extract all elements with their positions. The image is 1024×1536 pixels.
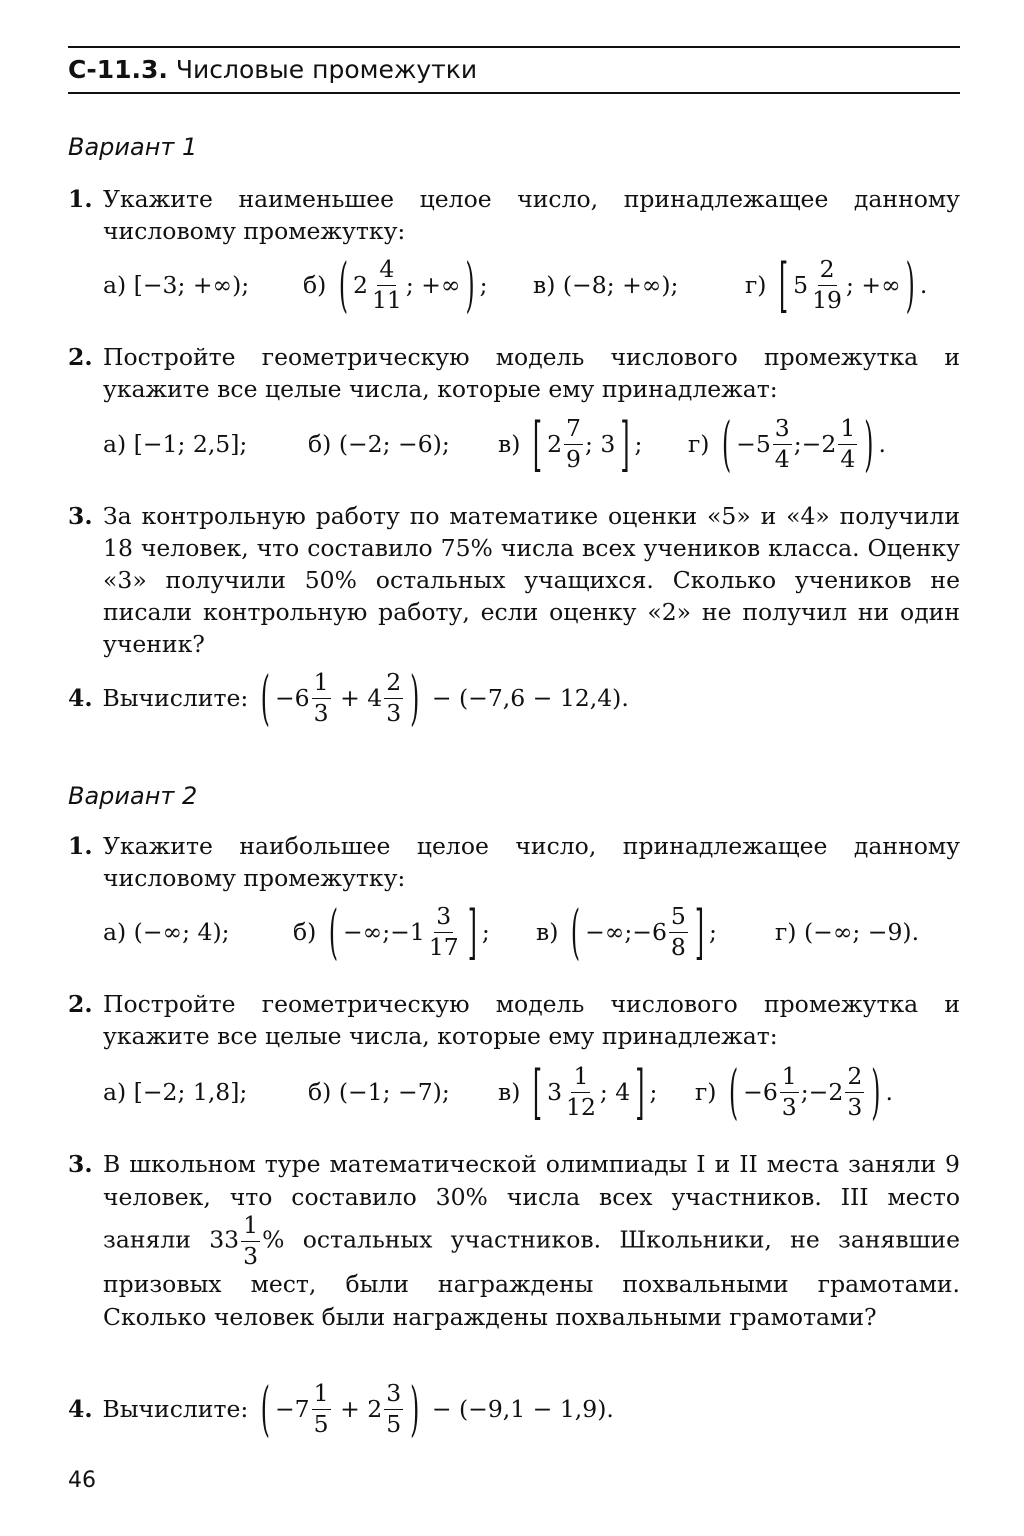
fraction — [780, 1062, 799, 1121]
left-paren: ( — [570, 897, 581, 967]
fraction — [370, 255, 404, 314]
denominator: 8 — [670, 932, 686, 961]
option-label: б) — [308, 1078, 332, 1106]
fraction — [241, 1211, 260, 1270]
option-expr: (−∞; 4); — [133, 918, 230, 946]
option-rest: ; 3 — [584, 430, 616, 458]
v1-t1-option-d: г) [ 5 $\frac{2}{19}$ ; +∞ ) . — [745, 250, 928, 320]
option-label: б) — [303, 271, 327, 299]
option-label: в) — [533, 271, 556, 299]
option-pre: −∞; — [342, 918, 391, 946]
fraction — [669, 902, 688, 961]
left-bracket: [ — [778, 250, 789, 320]
denominator: 3 — [386, 698, 402, 727]
v1-task3 — [68, 500, 960, 660]
v1-t2-option-b — [308, 402, 450, 486]
numerator: 5 — [669, 905, 688, 933]
left-paren: ( — [721, 409, 732, 479]
numerator: 1 — [312, 671, 331, 699]
section-code: С-11.3. — [68, 55, 168, 84]
option-label: в) — [536, 918, 559, 946]
mixed-whole: 2 — [352, 271, 368, 299]
right-paren: ) — [871, 1057, 881, 1127]
option-label: а) — [103, 1078, 127, 1106]
v2-t1-option-d — [775, 890, 919, 974]
numerator: 3 — [773, 417, 792, 445]
left-paren: ( — [338, 250, 348, 320]
fraction — [564, 414, 583, 473]
left-paren: ( — [260, 1374, 270, 1444]
v1-task3-number: 3. — [68, 502, 93, 530]
denominator: 9 — [566, 444, 581, 473]
v2-t2-option-c: в) [ 3 $\frac{1}{12}$ ; 4 ] ; — [498, 1057, 658, 1127]
fraction — [427, 902, 461, 961]
numerator: 1 — [241, 1214, 260, 1242]
denominator: 11 — [371, 285, 402, 314]
v1-t2-option-a — [103, 402, 247, 486]
right-paren: ) — [905, 250, 915, 320]
v2-t2-option-a — [103, 1050, 247, 1134]
denominator: 5 — [386, 1409, 402, 1438]
v1-task3-text: За контрольную работу по математике оценки «5» и «4» получили 18 человек, что составило 75% числа всех учеников класса. Оценку «3» получили 50% остальных учащихся. Сколько учеников не писали контрольную работу, если оценку «2» не получил ни один ученик? — [103, 502, 960, 658]
option-rest: ; +∞ — [846, 271, 901, 299]
denominator: 4 — [774, 444, 790, 473]
option-expr: (−1; −7); — [338, 1078, 450, 1106]
numerator: 3 — [434, 905, 453, 933]
v2-t1-option-c: в) ( −∞; −6 $\frac{5}{8}$ ] ; — [536, 897, 717, 967]
mixed-whole: −6 — [743, 1078, 778, 1106]
variant2-title: Вариант 2 — [68, 782, 198, 810]
v2-task1-number: 1. — [68, 832, 93, 860]
option-label: г) — [695, 1078, 717, 1106]
variant1-title: Вариант 1 — [68, 133, 198, 161]
right-paren: ) — [864, 409, 874, 479]
mixed-whole: −5 — [736, 430, 771, 458]
numerator: 2 — [818, 258, 837, 286]
operator: + — [340, 684, 360, 712]
option-expr: [−3; +∞); — [133, 271, 250, 299]
mixed-whole: 5 — [793, 271, 809, 299]
v2-t2-option-d: г) ( −6 $\frac{1}{3}$ ; −2 $\frac{2}{3}$ ) . — [695, 1057, 893, 1127]
task-text-part2: % остальных участников. Школьники, не занявшие призовых мест, были награждены похвальными грамотами. Сколько человек были награждены похвальными грамотами? — [103, 1225, 960, 1331]
option-rest: ; +∞ — [405, 271, 461, 299]
left-bracket: [ — [532, 409, 543, 479]
mixed-whole: −7 — [274, 1395, 310, 1423]
mixed-whole: 33 — [209, 1225, 240, 1254]
denominator: 3 — [781, 1092, 797, 1121]
operator: + — [340, 1395, 360, 1423]
right-bracket: ] — [620, 409, 630, 479]
fraction — [384, 668, 403, 727]
expr-tail: − (−9,1 − 1,9). — [431, 1395, 614, 1423]
denominator: 5 — [313, 1409, 329, 1438]
mixed-whole: 2 — [547, 430, 563, 458]
denominator: 3 — [847, 1092, 863, 1121]
numerator: 1 — [312, 1382, 331, 1410]
v2-task3 — [68, 1148, 960, 1334]
option-label: а) — [103, 271, 127, 299]
left-paren: ( — [260, 663, 270, 733]
v1-task2 — [68, 341, 960, 405]
compute-label: Вычислите: — [102, 684, 249, 712]
mixed-whole: 3 — [547, 1078, 563, 1106]
mixed-whole: −6 — [274, 684, 310, 712]
numerator: 1 — [571, 1065, 590, 1093]
section-header — [68, 52, 477, 88]
v2-task3-number: 3. — [68, 1150, 93, 1178]
option-expr: [−1; 2,5]; — [133, 430, 248, 458]
right-paren: ) — [410, 1374, 420, 1444]
fraction — [810, 255, 844, 314]
right-bracket: ] — [694, 897, 705, 967]
numerator: 7 — [564, 417, 583, 445]
v2-task2-text: Постройте геометрическую модель числового промежутка и укажите все целые числа, которые ему принадлежат: — [103, 990, 960, 1050]
option-label: а) — [103, 430, 127, 458]
left-paren: ( — [728, 1057, 739, 1127]
mixed-whole: −2 — [801, 430, 837, 458]
task-text-part1: В школьном туре математической олимпиады I и II места заняли 9 человек, что составило 30% числа всех участников. III место заняли — [103, 1150, 960, 1254]
v2-t1-option-a — [103, 890, 230, 974]
mixed-whole: −1 — [390, 918, 425, 946]
v1-task1-number: 1. — [68, 185, 93, 213]
option-expr: [−2; 1,8]; — [133, 1078, 248, 1106]
v2-task3-text — [103, 1148, 960, 1334]
v1-task1-text: Укажите наименьшее целое число, принадлежащее данному числовому промежутку: — [103, 185, 960, 245]
numerator: 4 — [377, 258, 396, 286]
option-rest: ; 4 — [599, 1078, 631, 1106]
v1-task1 — [68, 183, 960, 247]
numerator: 1 — [780, 1065, 799, 1093]
denominator: 19 — [812, 285, 842, 314]
separator: ; — [793, 430, 802, 458]
header-top-rule — [68, 46, 960, 48]
v1-t2-option-c: в) [ 2 $\frac{7}{9}$ ; 3 ] ; — [498, 409, 643, 479]
v1-t1-option-a — [103, 243, 249, 327]
expr-tail: − (−7,6 − 12,4). — [431, 684, 629, 712]
numerator: 3 — [384, 1382, 403, 1410]
option-label: а) — [103, 918, 127, 946]
option-label: б) — [308, 430, 332, 458]
fraction — [384, 1379, 403, 1438]
right-bracket: ] — [467, 897, 477, 967]
v1-task4-number: 4. — [68, 684, 93, 712]
right-paren: ) — [465, 250, 475, 320]
right-bracket: ] — [635, 1057, 645, 1127]
v2-task2-number: 2. — [68, 990, 93, 1018]
fraction — [312, 668, 331, 727]
mixed-whole: −2 — [808, 1078, 844, 1106]
v2-task4 — [68, 1367, 614, 1451]
option-label: г) — [688, 430, 710, 458]
option-label: б) — [293, 918, 317, 946]
left-bracket: [ — [532, 1057, 543, 1127]
option-label: г) — [775, 918, 797, 946]
numerator: 1 — [838, 417, 857, 445]
option-label: в) — [498, 1078, 521, 1106]
mixed-whole: 2 — [367, 1395, 383, 1423]
option-label: в) — [498, 430, 521, 458]
option-expr: (−∞; −9). — [803, 918, 920, 946]
fraction — [564, 1062, 598, 1121]
v2-task1-text: Укажите наибольшее целое число, принадлежащее данному числовому промежутку: — [103, 832, 960, 892]
right-paren: ) — [410, 663, 420, 733]
v2-task4-number: 4. — [68, 1395, 93, 1423]
v2-t2-option-b — [308, 1050, 450, 1134]
fraction — [845, 1062, 864, 1121]
denominator: 3 — [313, 698, 329, 727]
v1-t1-option-c — [533, 243, 678, 327]
v1-task2-text: Постройте геометрическую модель числового промежутка и укажите все целые числа, которые ему принадлежат: — [103, 343, 960, 403]
numerator: 2 — [845, 1065, 864, 1093]
v1-task2-number: 2. — [68, 343, 93, 371]
option-expr: (−8; +∞); — [562, 271, 679, 299]
option-expr: (−2; −6); — [338, 430, 450, 458]
option-pre: −∞; — [585, 918, 633, 946]
fraction — [312, 1379, 331, 1438]
page-number: 46 — [68, 1468, 96, 1493]
mixed-whole: 4 — [367, 684, 383, 712]
denominator: 17 — [428, 932, 459, 961]
left-paren: ( — [328, 897, 338, 967]
separator: ; — [800, 1078, 809, 1106]
v2-task1 — [68, 830, 960, 894]
v2-task2 — [68, 988, 960, 1052]
mixed-whole: −6 — [632, 918, 667, 946]
denominator: 4 — [840, 444, 856, 473]
numerator: 2 — [384, 671, 403, 699]
header-bottom-rule — [68, 92, 960, 94]
denominator: 3 — [243, 1241, 259, 1270]
v1-t1-option-b: б) ( 2 $\frac{4}{11}$ ; +∞ ) ; — [303, 250, 488, 320]
fraction — [773, 414, 792, 473]
v1-task4 — [68, 656, 629, 740]
v2-t1-option-b: б) ( −∞; −1 $\frac{3}{17}$ ] ; — [293, 897, 490, 967]
fraction — [838, 414, 857, 473]
option-label: г) — [745, 271, 767, 299]
v1-t2-option-d: г) ( −5 $\frac{3}{4}$ ; −2 $\frac{1}{4}$ ) . — [688, 409, 886, 479]
denominator: 12 — [566, 1092, 596, 1121]
compute-label: Вычислите: — [102, 1395, 249, 1423]
section-title: Числовые промежутки — [175, 55, 478, 84]
